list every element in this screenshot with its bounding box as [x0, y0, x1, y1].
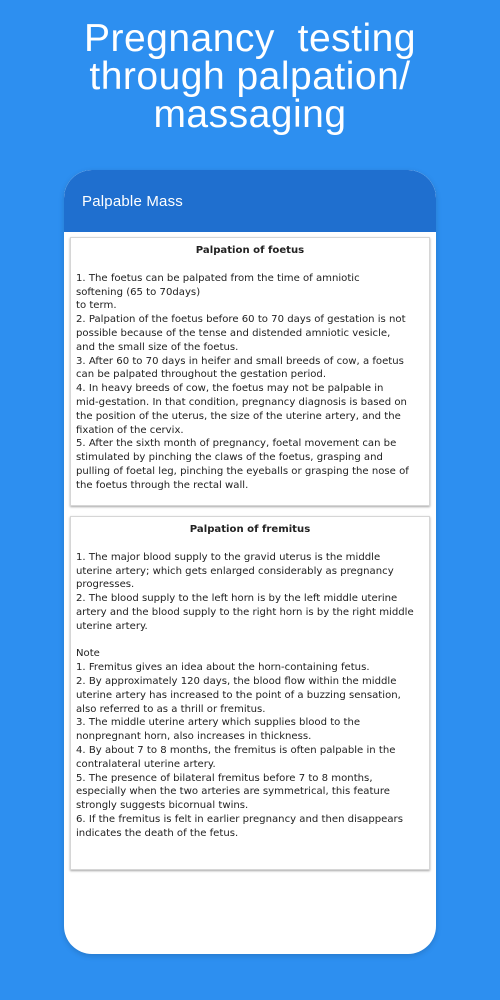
card-text-line: artery and the blood supply to the right horn is by the right middle	[76, 606, 414, 618]
card-text-line: also referred to as a thrill or fremitus.	[76, 703, 266, 715]
card-text-line: possible because of the tense and distended amniotic vesicle,	[76, 327, 391, 339]
card-body	[76, 551, 424, 841]
card-text-line: 1. The foetus can be palpated from the time of amniotic	[76, 272, 360, 284]
card-text-line: 5. The presence of bilateral fremitus before 7 to 8 months,	[76, 772, 373, 784]
promo-title-line: massaging	[153, 93, 347, 136]
card-title: Palpation of fremitus	[189, 524, 311, 535]
card-text-line: fixation of the cervix.	[76, 424, 184, 436]
card-palpation-of-fremitus[interactable]	[70, 516, 430, 870]
card-text-line: indicates the death of the fetus.	[76, 827, 239, 839]
app-bar-title: Palpable Mass	[82, 192, 183, 210]
card-text-line: to term.	[76, 300, 117, 312]
promo-title	[0, 17, 500, 136]
card-text-line	[76, 634, 424, 648]
card-text-line: uterine artery.	[76, 620, 148, 632]
promo-title-line: Pregnancy testing	[83, 17, 417, 60]
card-text-line: 2. Palpation of the foetus before 60 to 70 days of gestation is not	[76, 314, 406, 326]
card-text-line: stimulated by pinching the claws of the foetus, grasping and	[76, 452, 383, 464]
card-text-line: 2. The blood supply to the left horn is by the left middle uterine	[76, 593, 398, 605]
card-text-line: 1. The major blood supply to the gravid uterus is the middle	[76, 551, 381, 563]
card-text-line: 1. Fremitus gives an idea about the horn-containing fetus.	[76, 662, 370, 674]
card-text-line: 2. By approximately 120 days, the blood flow within the middle	[76, 675, 397, 687]
phone-frame	[64, 170, 436, 954]
card-text-line: 3. The middle uterine artery which supplies blood to the	[76, 717, 361, 729]
card-text-line: contralateral uterine artery.	[76, 758, 216, 770]
card-text-line: strongly suggests bicornual twins.	[76, 800, 249, 812]
card-text-line: and the small size of the foetus.	[76, 341, 239, 353]
card-text-line: 3. After 60 to 70 days in heifer and small breeds of cow, a foetus	[76, 355, 404, 367]
card-text-line: softening (65 to 70days)	[76, 286, 201, 298]
card-palpation-of-foetus[interactable]	[70, 237, 430, 506]
card-text-line: 6. If the fremitus is felt in earlier pregnancy and then disappears	[76, 813, 403, 825]
card-text-line: uterine artery; which gets enlarged considerably as pregnancy	[76, 565, 394, 577]
card-text-line: the foetus through the rectal wall.	[76, 479, 249, 491]
card-text-line: pulling of foetal leg, pinching the eyeballs or grasping the nose of	[76, 465, 409, 477]
card-text-line: nonpregnant horn, also increases in thickness.	[76, 731, 312, 743]
card-body	[76, 272, 424, 493]
card-text-line: uterine artery has increased to the point of a buzzing sensation,	[76, 689, 401, 701]
card-text-line: Note	[76, 648, 100, 660]
card-text-line: 4. By about 7 to 8 months, the fremitus is often palpable in the	[76, 744, 396, 756]
app-bar	[64, 170, 436, 232]
card-text-line: progresses.	[76, 579, 135, 591]
card-text-line: mid-gestation. In that condition, pregnancy diagnosis is based on	[76, 396, 407, 408]
content-list[interactable]	[70, 237, 430, 880]
card-text-line: especially when the two arteries are symmetrical, this feature	[76, 786, 390, 798]
card-text-line: can be palpated throughout the gestation period.	[76, 369, 327, 381]
promo-title-line: through palpation/	[89, 55, 411, 98]
card-text-line: 5. After the sixth month of pregnancy, foetal movement can be	[76, 438, 397, 450]
card-text-line: the position of the uterus, the size of the uterine artery, and the	[76, 410, 401, 422]
card-title: Palpation of foetus	[195, 245, 305, 256]
card-text-line: 4. In heavy breeds of cow, the foetus may not be palpable in	[76, 383, 384, 395]
